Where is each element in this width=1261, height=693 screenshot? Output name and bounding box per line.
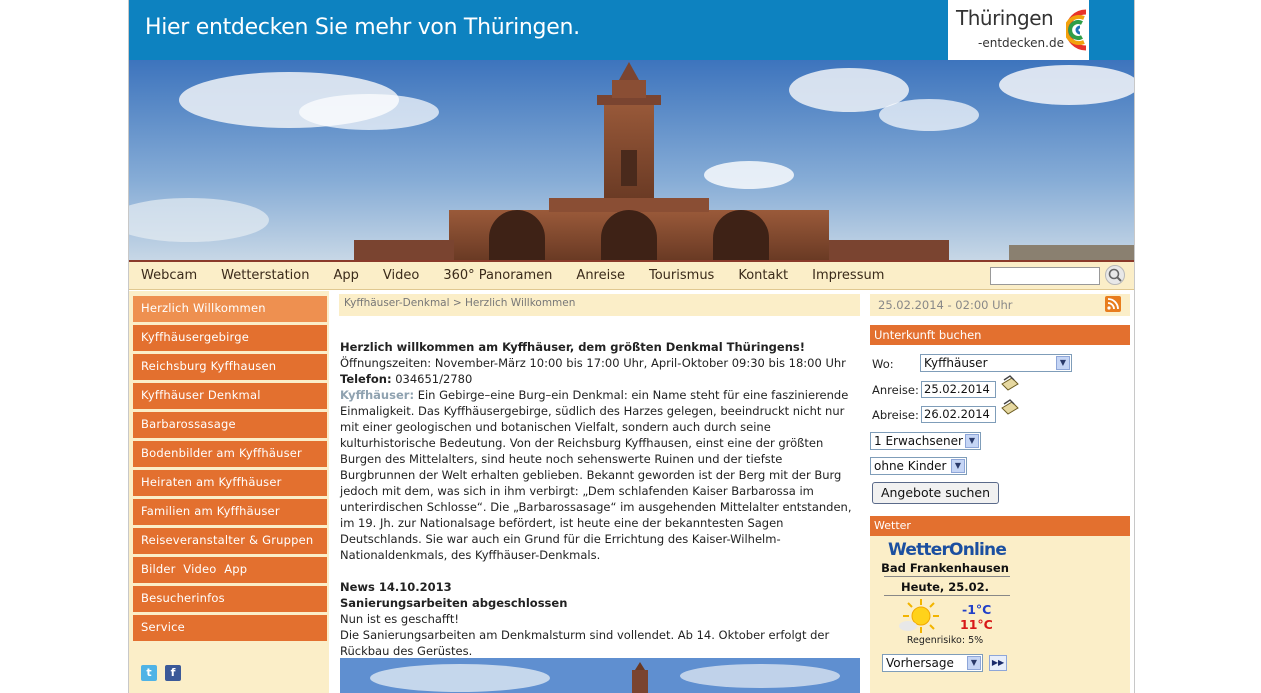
sidebar-menu	[129, 291, 329, 693]
logo-domain: -entdecken.de	[978, 36, 1064, 50]
temp-max: 11°C	[960, 617, 993, 632]
site-logo[interactable]	[948, 0, 1089, 60]
spacer	[340, 563, 860, 579]
sidebar-item-kyffhaeusergebirge[interactable]: Kyffhäusergebirge	[133, 325, 327, 351]
departure-date-input[interactable]: 26.02.2014	[921, 406, 996, 423]
sidebar-item-denkmal[interactable]: Kyffhäuser Denkmal	[133, 383, 327, 409]
hero-image-kyffhaeuser-monument	[129, 60, 1135, 260]
sidebar-item-service[interactable]: Service	[133, 615, 327, 641]
departure-label: Abreise:	[872, 408, 919, 422]
search-button[interactable]	[1105, 265, 1125, 285]
rss-icon[interactable]	[1105, 296, 1121, 312]
intro-label: Kyffhäuser:	[340, 388, 415, 402]
nav-item-anreise[interactable]: Anreise	[576, 268, 625, 283]
twitter-icon[interactable]: t	[141, 665, 157, 681]
site-header	[129, 0, 1135, 60]
sidebar-item-familien[interactable]: Familien am Kyffhäuser	[133, 499, 327, 525]
chevron-down-icon: ▼	[951, 459, 965, 473]
news-image	[340, 658, 860, 693]
sidebar-item-besucherinfos[interactable]: Besucherinfos	[133, 586, 327, 612]
nav-item-kontakt[interactable]: Kontakt	[738, 268, 789, 283]
news-title: Sanierungsarbeiten abgeschlossen	[340, 596, 568, 610]
chevron-down-icon: ▼	[967, 656, 981, 670]
arrival-label: Anreise:	[872, 383, 919, 397]
sidebar-item-herzlich-willkommen[interactable]: Herzlich Willkommen	[133, 296, 327, 322]
nav-item-video[interactable]: Video	[382, 268, 420, 283]
opening-hours: Öffnungszeiten: November-März 10:00 bis 17:00 Uhr, April-Oktober 09:30 bis 18:00 Uhr	[340, 356, 846, 370]
sidebar-item-bodenbilder[interactable]: Bodenbilder am Kyffhäuser	[133, 441, 327, 467]
sidebar-item-bilder-video-app[interactable]: Bilder Video App	[133, 557, 327, 583]
breadcrumb: Kyffhäuser-Denkmal > Herzlich Willkommen	[339, 294, 860, 316]
main-content	[339, 294, 860, 693]
forecast-next-button[interactable]: ▶▶	[989, 655, 1007, 671]
nav-item-webcam[interactable]: Webcam	[141, 268, 198, 283]
weather-widget	[870, 536, 1130, 693]
facebook-icon[interactable]: f	[165, 665, 181, 681]
calendar-icon[interactable]	[1000, 374, 1020, 392]
children-select[interactable]	[870, 457, 967, 475]
sidebar-item-heiraten[interactable]: Heiraten am Kyffhäuser	[133, 470, 327, 496]
article	[340, 339, 860, 659]
phone-number: 034651/2780	[391, 372, 473, 386]
intro-text: Ein Gebirge–eine Burg–ein Denkmal: ein Name steht für eine faszinierende Einmaligkeit. Das Kyffhäusergebirge, südlich des Harzes gelegen, beeindruckt nicht nur mit einer geologischen und botanischen Vielfalt, sondern auch durch seine kulturhistorische Bedeutung. Von der Reichsburg Kyffhausen, einst eine der größten Burgen des Mittelalters, sind heute noch sehenswerte Ruinen und der tiefste Burgbrunnen der Welt erhalten geblieben. Bekannt geworden ist der Berg mit der Burg jedoch mit dem, was sich in ihm verbirgt: „Dem schlafenden Kaiser Barbarossa im unterirdischen Schlosse“. Die „Barbarossasage“ im ausgehenden Mittelalter entstanden, im 19. Jh. zur Nationalsage befördert, ist heute eine der bekanntesten Sagen Deutschlands. Sie war auch ein Grund für die Errichtung des Kaiser-Wilhelm-Nationaldenkmals, des Kyffhäuser-Denkmals.	[340, 388, 852, 562]
forecast-select[interactable]	[882, 654, 983, 672]
where-value: Kyffhäuser	[924, 356, 988, 370]
nav-item-panoramen[interactable]: 360° Panoramen	[443, 268, 553, 283]
sidebar-item-reichsburg[interactable]: Reichsburg Kyffhausen	[133, 354, 327, 380]
sidebar-item-reiseveranstalter[interactable]: Reiseveranstalter & Gruppen	[133, 528, 327, 554]
divider	[884, 576, 1010, 577]
sidebar-item-barbarossasage[interactable]: Barbarossasage	[133, 412, 327, 438]
rss-glyph	[1105, 296, 1121, 312]
weather-city: Bad Frankenhausen	[881, 561, 1009, 575]
intro-paragraph	[340, 387, 860, 563]
site-slogan: Hier entdecken Sie mehr von Thüringen.	[145, 15, 580, 40]
divider	[884, 595, 1010, 596]
adults-select[interactable]	[870, 432, 981, 450]
main-navigation	[129, 260, 1135, 290]
logo-title: Thüringen	[956, 6, 1054, 30]
logo-swirl-icon	[1066, 6, 1088, 54]
magnifier-icon	[1106, 266, 1126, 286]
search-offers-button[interactable]: Angebote suchen	[872, 482, 999, 504]
phone-line	[340, 371, 860, 387]
news-photo	[340, 658, 860, 693]
search-input[interactable]	[990, 267, 1100, 285]
sun-icon	[898, 598, 944, 634]
chevron-down-icon: ▼	[965, 434, 979, 448]
page	[128, 0, 1135, 693]
where-label: Wo:	[872, 357, 894, 371]
adults-value: 1 Erwachsener	[874, 434, 963, 448]
nav-item-tourismus[interactable]: Tourismus	[649, 268, 715, 283]
nav-item-impressum[interactable]: Impressum	[812, 268, 885, 283]
weather-day: Heute, 25.02.	[900, 580, 990, 594]
news-line-1: Nun ist es geschafft!	[340, 612, 459, 626]
weather-heading: Wetter	[870, 516, 1130, 536]
nav-items	[129, 262, 896, 290]
temp-min: -1°C	[962, 602, 992, 617]
current-datetime: 25.02.2014 - 02:00 Uhr	[870, 294, 1130, 316]
where-select[interactable]	[920, 354, 1072, 372]
article-headline: Herzlich willkommen am Kyffhäuser, dem größten Denkmal Thüringens!	[340, 340, 805, 354]
news-date: News 14.10.2013	[340, 580, 452, 594]
chevron-down-icon: ▼	[1056, 356, 1070, 370]
children-value: ohne Kinder	[874, 459, 947, 473]
arrival-date-input[interactable]: 25.02.2014	[921, 381, 996, 398]
wetteronline-logo[interactable]: WetterOnline	[888, 540, 1007, 560]
booking-heading: Unterkunft buchen	[870, 325, 1130, 345]
rain-risk: Regenrisiko: 5%	[906, 635, 984, 646]
nav-item-wetterstation[interactable]: Wetterstation	[221, 268, 310, 283]
news-line-2: Die Sanierungsarbeiten am Denkmalsturm sind vollendet. Ab 14. Oktober erfolgt der Rückbau des Gerüstes.	[340, 628, 830, 658]
calendar-icon[interactable]	[1000, 398, 1020, 416]
social-links	[141, 665, 181, 681]
hero-illustration	[129, 60, 1135, 260]
right-column	[870, 294, 1130, 693]
phone-label: Telefon:	[340, 372, 392, 386]
forecast-value: Vorhersage	[886, 656, 954, 670]
nav-item-app[interactable]: App	[333, 268, 359, 283]
